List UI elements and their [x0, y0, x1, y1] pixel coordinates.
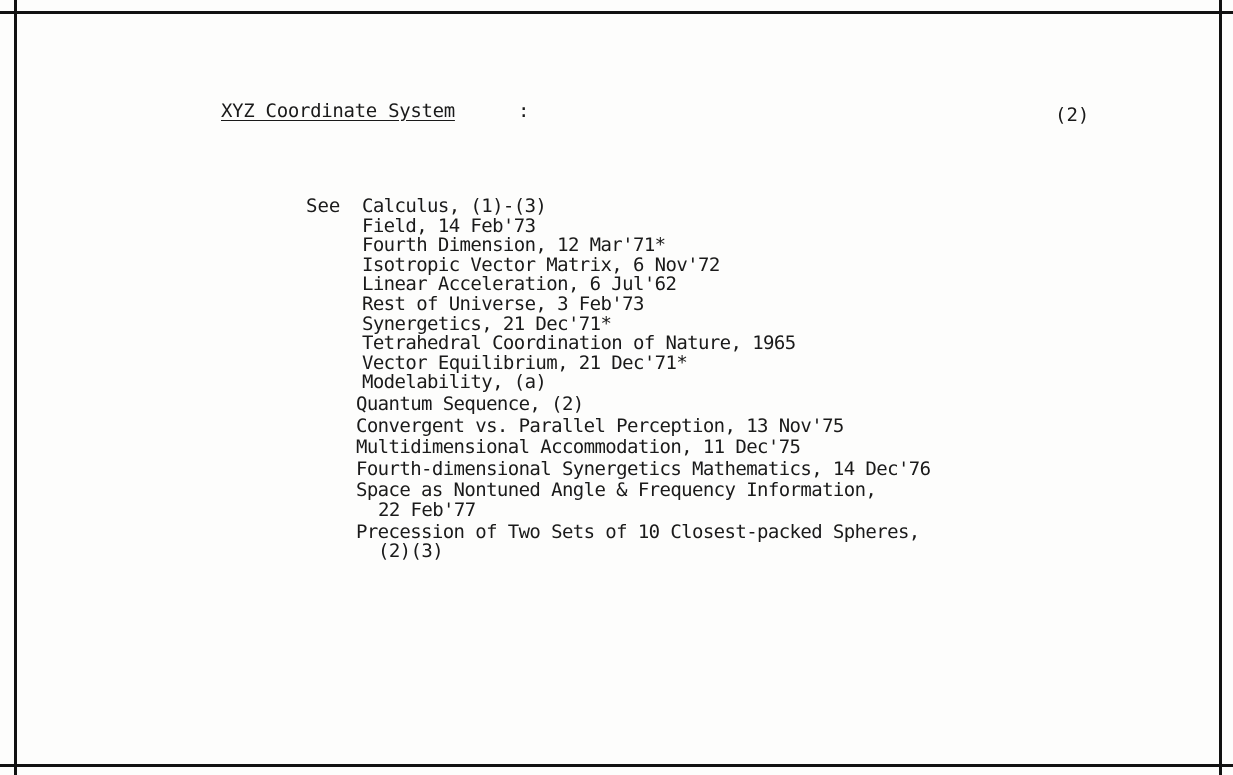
reference-item: Synergetics, 21 Dec'71* [362, 312, 612, 335]
reference-item: Vector Equilibrium, 21 Dec'71* [362, 351, 688, 374]
reference-continuation: (2)(3) [378, 540, 444, 563]
reference-item: Fourth-dimensional Synergetics Mathematics, 14 Dec'76 [356, 457, 931, 480]
reference-item: Multidimensional Accommodation, 11 Dec'75 [356, 436, 801, 459]
reference-item-wrapped [356, 481, 930, 520]
reference-item: Rest of Universe, 3 Feb'73 [362, 292, 644, 315]
reference-item: Convergent vs. Parallel Perception, 13 Nov'75 [356, 414, 844, 437]
card-border-left [14, 0, 17, 775]
see-label: See [306, 195, 341, 217]
card-border-right [1219, 0, 1222, 775]
card-heading-colon: : [518, 100, 530, 122]
reference-item: Field, 14 Feb'73 [362, 214, 536, 237]
reference-item: Isotropic Vector Matrix, 6 Nov'72 [362, 253, 720, 276]
card-border-top [0, 11, 1233, 14]
reference-item: Calculus, (1)-(3) [362, 195, 547, 217]
reference-item: Quantum Sequence, (2) [356, 392, 584, 415]
card-heading: XYZ Coordinate System [221, 100, 455, 122]
reference-item: Fourth Dimension, 12 Mar'71* [362, 234, 666, 257]
reference-list [356, 195, 931, 563]
reference-item: Tetrahedral Coordination of Nature, 1965 [362, 332, 796, 355]
reference-continuation: 22 Feb'77 [378, 498, 476, 521]
reference-text: Space as Nontuned Angle & Frequency Information, [356, 479, 877, 502]
reference-item-wrapped [356, 520, 930, 563]
card-border-bottom [0, 764, 1233, 767]
card-number: (2) [1055, 104, 1090, 126]
reference-item: Modelability, (a) [362, 371, 547, 394]
reference-item: Linear Acceleration, 6 Jul'62 [362, 273, 677, 296]
reference-text: Precession of Two Sets of 10 Closest-packed Spheres, [356, 520, 920, 543]
